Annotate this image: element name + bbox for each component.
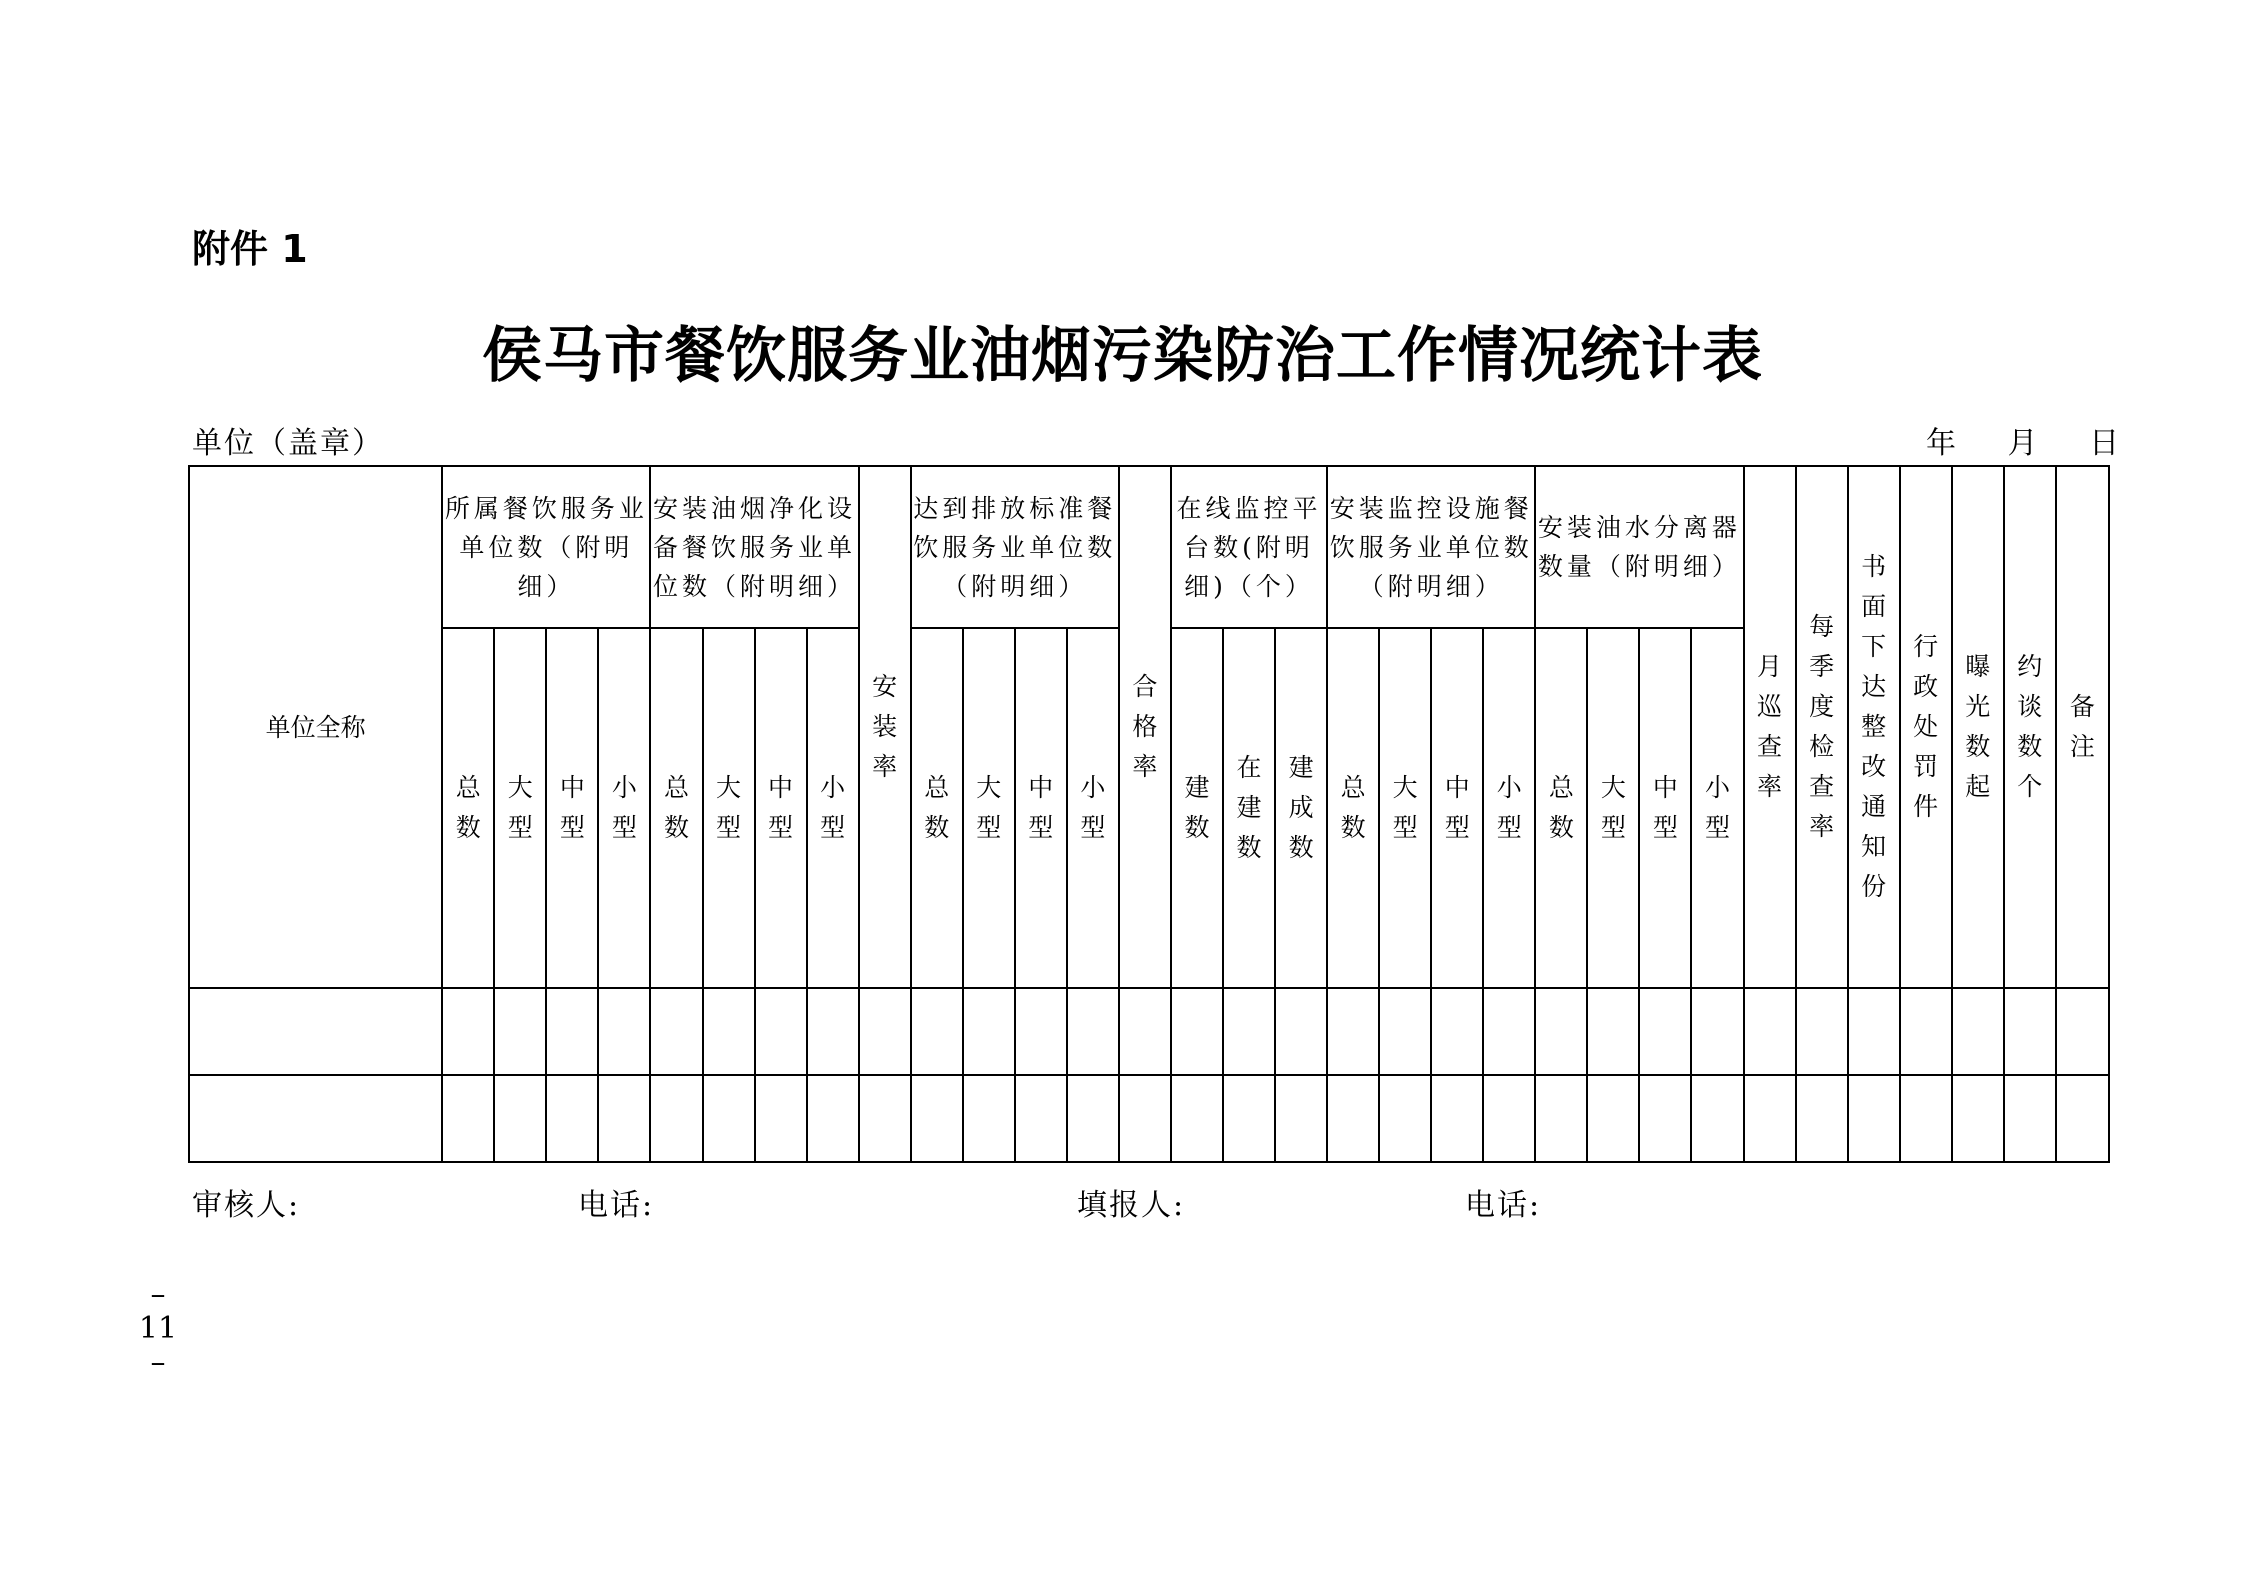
sub-header-large: 大型 [494, 628, 546, 988]
phone-label-filler: 电话: [1465, 1188, 1542, 1223]
interview-count-header: 约谈数个 [2004, 466, 2056, 988]
date-day-label: 日 [2089, 426, 2120, 461]
sub-header-total: 总数 [442, 628, 494, 988]
attachment-label: 附件 1 [192, 227, 308, 271]
date-line [1926, 418, 2119, 462]
monthly-patrol-rate-header: 月巡查率 [1744, 466, 1796, 988]
sub-header-medium: 中型 [1639, 628, 1691, 988]
sub-header-medium: 中型 [755, 628, 807, 988]
sub-header-total: 总数 [650, 628, 702, 988]
oil-separator-header: 安装油水分离器数量（附明细） [1535, 466, 1743, 628]
remarks-header: 备注 [2056, 466, 2109, 988]
sub-header-small: 小型 [1067, 628, 1119, 988]
monitoring-installed-header: 安装监控设施餐饮服务业单位数（附明细） [1327, 466, 1535, 628]
statistics-table [188, 465, 2110, 1163]
sub-header-large: 大型 [963, 628, 1015, 988]
administrative-penalty-header: 行政处罚件 [1900, 466, 1952, 988]
affiliated-units-header: 所属餐饮服务业单位数（附明细） [442, 466, 650, 628]
sub-header-total: 总数 [1327, 628, 1379, 988]
filler-label: 填报人: [1077, 1188, 1186, 1223]
sub-header-completed: 建成数 [1275, 628, 1327, 988]
sub-header-medium: 中型 [1431, 628, 1483, 988]
sub-header-under-construction: 在建数 [1223, 628, 1275, 988]
date-year-label: 年 [1926, 426, 1956, 461]
reviewer-label: 审核人: [192, 1188, 301, 1223]
page-number: – 11 – [138, 1277, 178, 1380]
sub-header-small: 小型 [807, 628, 859, 988]
sub-header-total: 总数 [1535, 628, 1587, 988]
sub-header-medium: 中型 [1015, 628, 1067, 988]
sub-header-small: 小型 [1691, 628, 1743, 988]
unit-seal-label: 单位（盖章） [192, 426, 384, 461]
online-monitoring-header: 在线监控平台数(附明细)（个） [1171, 466, 1327, 628]
sub-header-small: 小型 [1483, 628, 1535, 988]
sub-header-large: 大型 [703, 628, 755, 988]
sub-header-build: 建数 [1171, 628, 1223, 988]
phone-label-reviewer: 电话: [578, 1188, 655, 1223]
emission-compliant-header: 达到排放标准餐饮服务业单位数（附明细） [911, 466, 1119, 628]
sub-header-total: 总数 [911, 628, 963, 988]
page-title: 侯马市餐饮服务业油烟污染防治工作情况统计表 [482, 321, 1763, 391]
sub-header-large: 大型 [1379, 628, 1431, 988]
unit-name-header: 单位全称 [189, 466, 442, 988]
install-rate-header: 安装率 [859, 466, 911, 988]
sub-header-large: 大型 [1587, 628, 1639, 988]
exposure-count-header: 曝光数起 [1952, 466, 2004, 988]
table-row [189, 988, 2109, 1075]
pass-rate-header: 合格率 [1119, 466, 1171, 988]
sub-header-small: 小型 [598, 628, 650, 988]
rectification-notice-header: 书面下达整改通知份 [1848, 466, 1900, 988]
date-month-label: 月 [2007, 426, 2038, 461]
purifier-installed-header: 安装油烟净化设备餐饮服务业单位数（附明细） [650, 466, 858, 628]
table-row [189, 1075, 2109, 1162]
quarterly-inspection-rate-header: 每季度检查率 [1796, 466, 1848, 988]
sub-header-medium: 中型 [546, 628, 598, 988]
